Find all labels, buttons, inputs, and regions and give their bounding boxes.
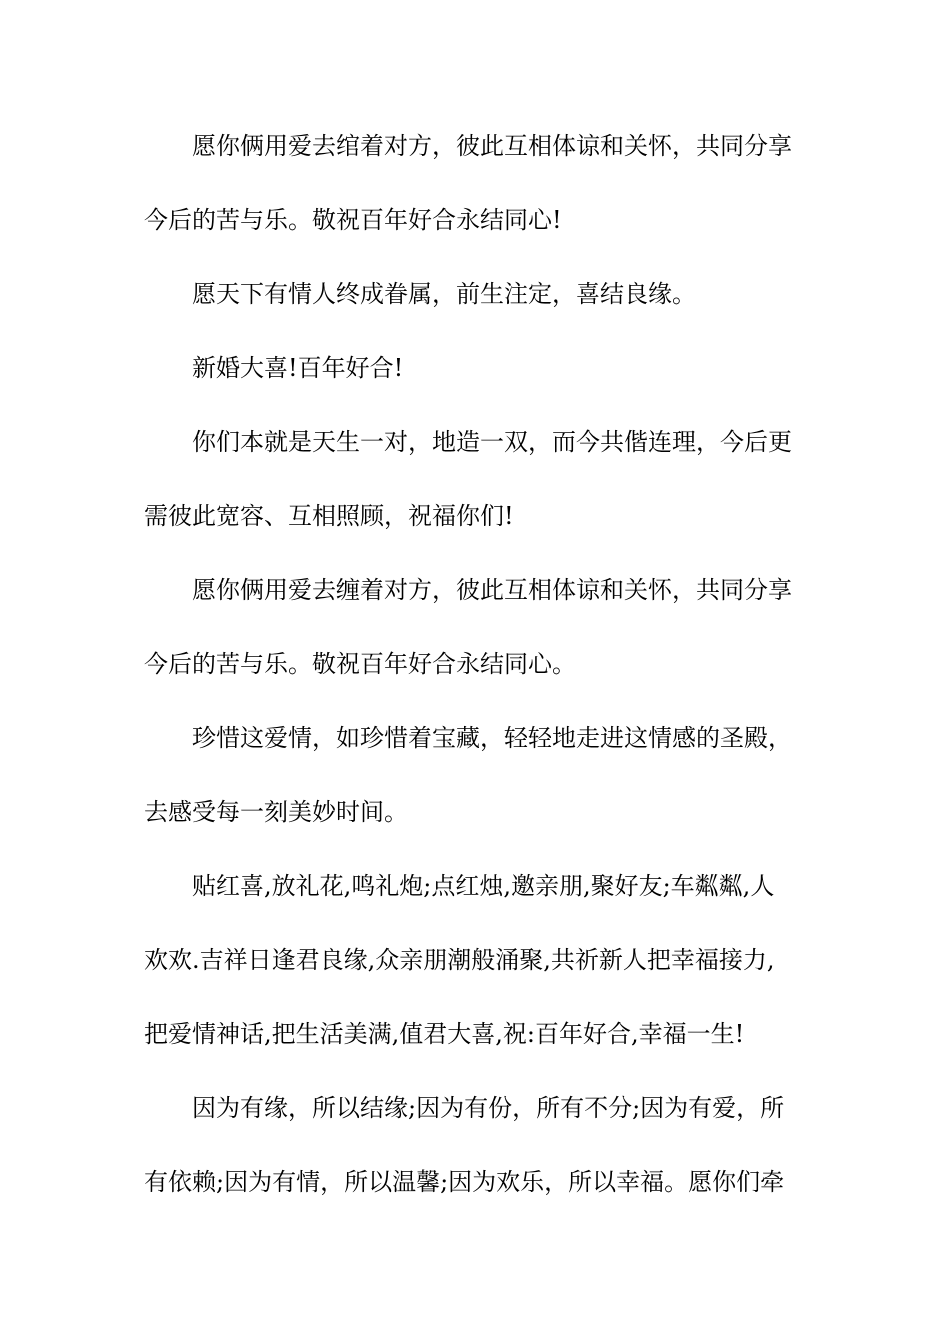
paragraph-line: 需彼此宽容、互相照顾，祝福你们!	[144, 502, 514, 530]
paragraph-line: 愿天下有情人终成眷属，前生注定，喜结良缘。	[192, 280, 696, 308]
paragraph-line: 去感受每一刻美妙时间。	[144, 798, 408, 826]
paragraph-line: 因为有缘，所以结缘;因为有份，所有不分;因为有爱，所	[192, 1094, 785, 1122]
paragraph-8	[144, 1090, 808, 1201]
document-body	[144, 128, 808, 1238]
paragraph-line: 贴红喜,放礼花,鸣礼炮;点红烛,邀亲朋,聚好友;车粼粼,人	[192, 872, 775, 900]
paragraph-7	[144, 868, 808, 1053]
paragraph-line: 欢欢.吉祥日逢君良缘,众亲朋潮般涌聚,共祈新人把幸福接力,	[144, 946, 775, 974]
paragraph-line: 珍惜这爱情，如珍惜着宝藏，轻轻地走进这情感的圣殿，	[192, 724, 792, 752]
paragraph-6	[144, 720, 808, 831]
paragraph-line: 愿你俩用爱去缠着对方，彼此互相体谅和关怀，共同分享	[192, 576, 792, 604]
paragraph-line: 今后的苦与乐。敬祝百年好合永结同心!	[144, 206, 562, 234]
paragraph-line: 愿你俩用爱去绾着对方，彼此互相体谅和关怀，共同分享	[192, 132, 792, 160]
paragraph-4	[144, 424, 808, 535]
paragraph-line: 今后的苦与乐。敬祝百年好合永结同心。	[144, 650, 576, 678]
paragraph-line: 你们本就是天生一对，地造一双，而今共偕连理，今后更	[192, 428, 792, 456]
paragraph-2	[144, 276, 808, 313]
paragraph-5	[144, 572, 808, 683]
paragraph-line: 把爱情神话,把生活美满,值君大喜,祝:百年好合,幸福一生!	[144, 1020, 745, 1048]
paragraph-1	[144, 128, 808, 239]
paragraph-line: 新婚大喜!百年好合!	[192, 354, 404, 382]
paragraph-3	[144, 350, 808, 387]
paragraph-line: 有依赖;因为有情，所以温馨;因为欢乐，所以幸福。愿你们牵	[144, 1168, 785, 1196]
